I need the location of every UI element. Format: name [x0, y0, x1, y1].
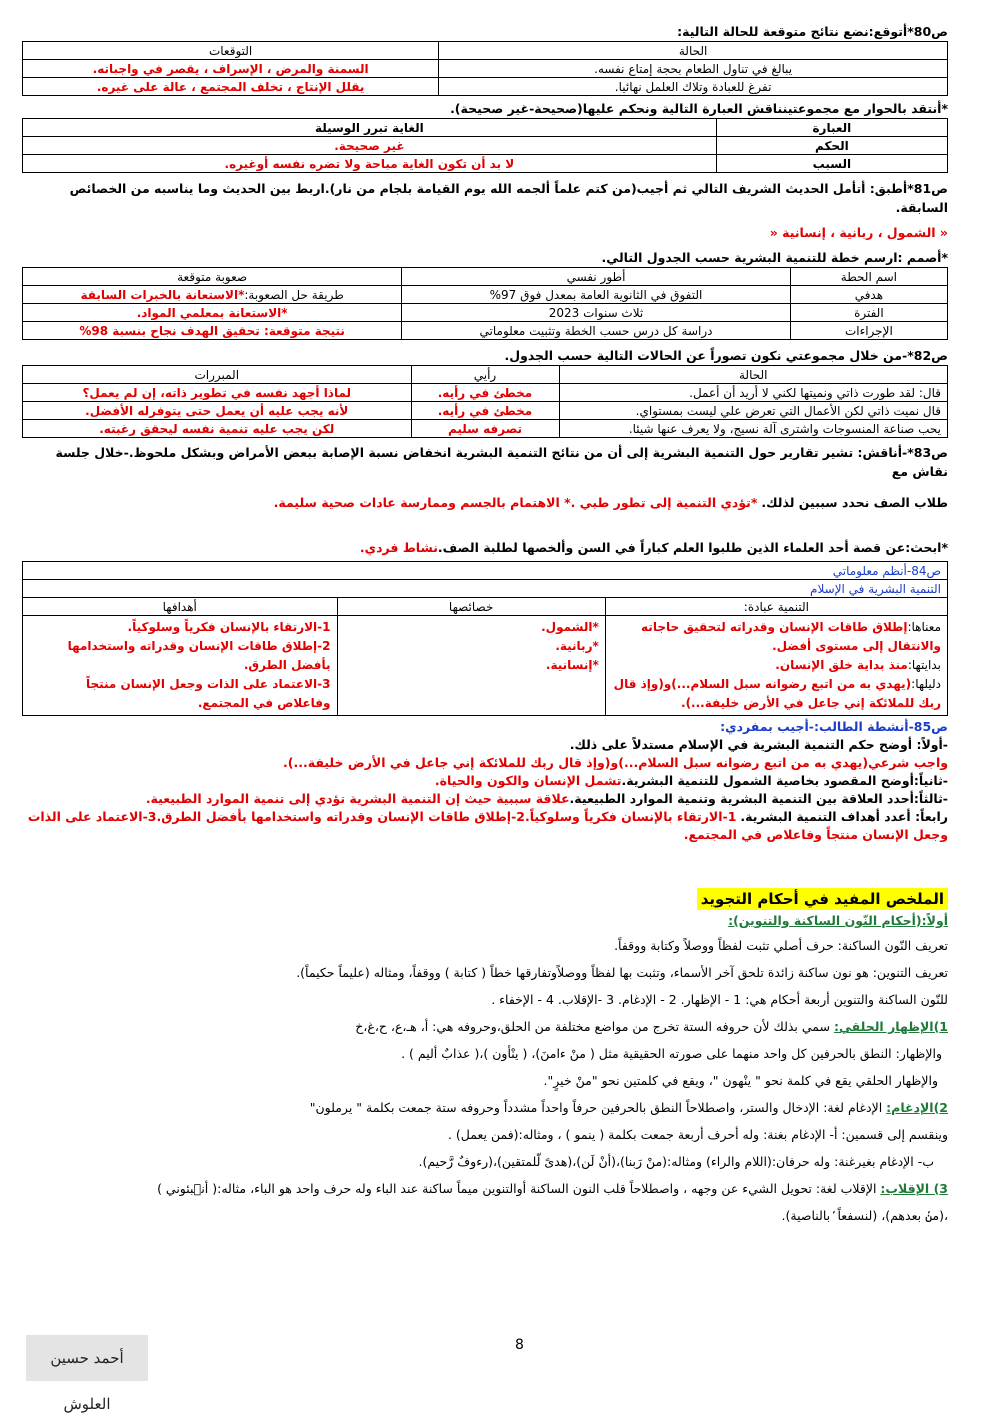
plan-difficulty-answer: *الاستعانة بالخبرات السابقة: [80, 287, 245, 302]
plan-difficulty-answer: نتيجة متوقعة: تحقيق الهدف نجاح بنسبة 98%: [79, 323, 345, 338]
q84-evidence-label: دليلها:: [911, 677, 941, 691]
table-row: [23, 286, 948, 304]
q82-table: [22, 365, 948, 438]
q82-heading: ص82*-من خلال مجموعتي نكون تصوراً عن الحالات التالية حسب الجدول.: [504, 348, 948, 363]
tajweed-paragraph: وينقسم إلى قسمين: أ- الإدغام بغنة: وله أحرف أربعة جمعت بكلمة ( ينمو ) ، ومثاله:(فمن يعمل) .: [447, 1127, 948, 1142]
list-item: *الشمول.: [541, 620, 599, 634]
q84-header: خصائصها: [337, 598, 605, 616]
q82-reason: لأنه يجب عليه أن يعمل حتى يتوفرله الأفضل.: [23, 402, 412, 420]
q85-q2: -ثانياً:أوضح المقصود بخاصية الشمول للتنمية البشرية.: [621, 773, 948, 788]
q85-a3: علاقة سببية حيث إن التنمية البشرية تؤدي إلى تنمية الموارد الطبيعية.: [145, 791, 570, 806]
tajweed-paragraph: تعريف التنوين: هو نون ساكنة زائدة تلحق آخر الأسماء، وتثبت بها لفظاً ووصلاًوتفارقها خطاً ( كتابة ) ووقفاً، ومثاله (عليماً حكيماً).: [296, 965, 948, 980]
q84-evidence-text: (يهدي به من اتبع رضوانه سبل السلام...)و(وإذ قال ربك للملائكة إني جاعل في الأرض خليفة...).: [613, 677, 941, 710]
table-row: [23, 304, 948, 322]
tajweed-paragraph: والإظهار الحلقي يقع في كلمة نحو " ينْهون "، ويقع في كلمتين نحو "منْ خيرٍ".: [543, 1073, 938, 1088]
q85-a2: تشمل الإنسان والكون والحياة.: [434, 773, 622, 788]
plan-difficulty: [23, 286, 402, 304]
q82-header: الحالة: [559, 366, 948, 384]
q83-line2-answer: *تؤدي التنمية إلى تطور طبي .* الاهتمام بالجسم وممارسة عادات صحية سليمة.: [273, 495, 758, 510]
q84-header: أهدافها: [23, 598, 338, 616]
tajweed-paragraph: ب- الإدغام بغيرغنة: وله حرفان:(اللام والراء) ومثاله:(منْ رَبنا)،(أنْ لَن)،(هدىً لّلمتقين)،(رءوفٌ رَّحيم).: [418, 1154, 934, 1169]
q84-worship-cell: [605, 616, 947, 716]
q85-a1: واجب شرعي(يهدي به من اتبع رضوانه سبل السلام...)و(وإذ قال ربك للملائكة إني جاعل في الأرض خليفة...).: [283, 755, 948, 770]
q84-table: [22, 561, 948, 716]
q82-case: قال: لقد طورت ذاتي ونميتها لكني لا أريد أن أعمل.: [559, 384, 948, 402]
q84-goals-cell: [23, 616, 338, 716]
critique-label: العبارة: [716, 119, 947, 137]
q85-q1: -أولاً: أوضح حكم التنمية البشرية في الإسلام مستدلاً على ذلك.: [569, 737, 948, 752]
q84-meaning-text: إطلاق طاقات الإنسان وقدراته لتحقيق حاجاته والانتقال إلى مستوى أفضل.: [641, 620, 941, 653]
q80-case: تفرغ للعبادة وتلاك العلمل نهائيا.: [439, 78, 948, 96]
plan-label: الإجراءات: [790, 322, 947, 340]
plan-value: دراسة كل درس حسب الخطة وتثبيت معلوماتي: [402, 322, 791, 340]
q85-a4: 1-الارتقاء بالإنسان فكرياً وسلوكياً.2-إطلاق طاقات الإنسان وقدراته واستخدامها بأفضل الطرق.3-الاعتماد على الذات وجعل الإنسان منتجاً وفاعلاص في المجتمع.: [27, 809, 948, 842]
q84-meaning-label: معناها:: [907, 620, 941, 634]
idgham-text: الإدغام لغة: الإدخال والستر، واصطلاحاً النطق بالحرفين حرفاً واحداً مشدداً وحروفه ستة جمعت بكلمة " يرملون": [309, 1100, 887, 1115]
q80-heading: ص80*أتوقع:نضع نتائج متوقعة للحالة التالية:: [677, 24, 948, 39]
q84-start-label: بدايتها:: [907, 658, 941, 672]
list-item: 3-الاعتماد على الذات وجعل الإنسان منتجاً وفاعلاص في المجتمع.: [85, 677, 331, 710]
worksheet-page: [22, 22, 948, 1229]
list-item: *ربانية.: [555, 639, 599, 653]
izhar-label: 1)الإظهار الحلقي:: [833, 1019, 948, 1034]
plan-difficulty: [23, 304, 402, 322]
q82-case: يحب صناعة المنسوجات واشترى آلة نسيج، ولا يعرف عنها شيئا.: [559, 420, 948, 438]
q80-expect: السمنة والمرض ، الإسراف ، يقصر في واجباته.: [23, 60, 439, 78]
q84-start: [612, 656, 941, 675]
table-row: [23, 60, 948, 78]
plan-header: صعوبة متوقعة: [23, 268, 402, 286]
research-question: *ابحث:عن قصة أحد العلماء الذين طلبوا العلم كباراً في السن وألخصها لطلبة الصف.: [437, 540, 948, 555]
q85-heading: ص85-أنشطة الطالب:-أجيب بمفردي:: [720, 719, 948, 734]
plan-label: الفترة: [790, 304, 947, 322]
q82-case: قال نميت ذاتي لكن الأعمال التي تعرض علي ليست بمستواي.: [559, 402, 948, 420]
izhar-text: سمي بذلك لأن حروفه الستة تخرج من مواضع مختلفة من الحلق،وحروفه هي: أ، هـ،ع، ح،غ،خ: [355, 1019, 834, 1034]
plan-label: هدفي: [790, 286, 947, 304]
plan-difficulty-label: طريقة حل الصعوبة:: [244, 287, 344, 302]
q83-line1: ص83*-أناقش: تشير تقارير حول التنمية البشرية إلى أن من نتائج التنمية البشرية انخفاض نسبة الإصابة ببعض الأمراض وبشكل ملحوظ.-خلال جلسة نقاش مع: [55, 445, 948, 479]
table-row: [23, 384, 948, 402]
table-row: [23, 137, 948, 155]
tajweed-paragraph: ،(منۢ بعدهم)، (لنسفعاً ۢبالناصية).: [781, 1208, 948, 1223]
q80-header-case: الحالة: [439, 42, 948, 60]
table-row: [23, 78, 948, 96]
critique-value: لا بد أن تكون الغاية مباحة ولا تضره نفسه أوغيره.: [23, 155, 717, 173]
tajweed-title: الملخص المفيد في أحكام التجويد: [697, 888, 948, 910]
q85-section: [22, 718, 948, 844]
research-line: [22, 538, 948, 557]
q80-expect: يقلل الإنتاج ، تخلف المجتمع ، عالة على غيره.: [23, 78, 439, 96]
critique-table: [22, 118, 948, 173]
table-row: [23, 322, 948, 340]
critique-heading: *أنتقد بالحوار مع مجموعتينناقش العبارة التالية ونحكم عليها(صحيحة-غير صحيحة).: [450, 101, 948, 116]
tajweed-section-title: أولاً:(أحكام النّون الساكنة والتنوين):: [728, 913, 948, 928]
plan-value: ثلاث سنوات 2023: [402, 304, 791, 322]
q84-evidence: [612, 675, 941, 713]
q81-answer: « الشمول ، ربانية ، إنسانية «: [769, 225, 948, 240]
plan-table: [22, 267, 948, 340]
tajweed-paragraph: تعريف النّون الساكنة: حرف أصلي تثبت لفظاً ووصلاً وكتابة ووقفاً.: [614, 938, 948, 953]
tajweed-paragraph: [22, 1013, 948, 1040]
table-row: [23, 155, 948, 173]
iqlab-label: 3) الإقلاب:: [880, 1181, 948, 1196]
table-row: [23, 119, 948, 137]
q85-q3-line: [22, 790, 948, 808]
research-answer: نشاط فردي.: [359, 540, 438, 555]
idgham-label: 2)الإدغام:: [886, 1100, 948, 1115]
q83-line2: [22, 493, 948, 512]
list-item: 1-الارتقاء بالإنسان فكرياً وسلوكياً.: [127, 620, 331, 634]
q84-start-text: منذ بداية خلق الإنسان.: [775, 658, 908, 672]
table-row: [23, 420, 948, 438]
q84-header: التنمية عبادة:: [605, 598, 947, 616]
author-signature: أحمد حسين العلوش: [26, 1335, 148, 1381]
tajweed-section: [22, 888, 948, 1229]
critique-label: الحكم: [716, 137, 947, 155]
tajweed-paragraph: للنّون الساكنة والتنوين أربعة أحكام هي: 1 - الإظهار. 2 - الإدغام. 3 -الإقلاب. 4 - الإخفاء .: [491, 992, 948, 1007]
tajweed-paragraph: [22, 1175, 948, 1202]
q82-opinion: مخطئ في رأيه.: [411, 402, 559, 420]
q84-subtitle: التنمية البشرية في الإسلام: [23, 580, 948, 598]
iqlab-text: الإقلاب لغة: تحويل الشيء عن وجهه ، واصطلاحاً قلب النون الساكنة أوالتنوين ميماً ساكنة عند الباء وله حرف واحد هو الباء، مثاله:( أنۢبئوني ): [157, 1181, 881, 1196]
q84-features-cell: [337, 616, 605, 716]
q85-q4: رابعاً: أعدد أهداف التنمية البشرية.: [740, 809, 948, 824]
q82-opinion: تصرفه سليم: [411, 420, 559, 438]
critique-value: الغاية تبرر الوسيلة: [23, 119, 717, 137]
plan-header: اسم الحطة: [790, 268, 947, 286]
plan-header: أطور نفسي: [402, 268, 791, 286]
q80-header-expect: التوقعات: [23, 42, 439, 60]
plan-difficulty-answer: *الاستعانة بمعلمي المواد.: [136, 305, 288, 320]
q85-q3: -ثالثاً:أحدد العلاقة بين التنمية البشرية وتنمية الموارد الطبيعية.: [569, 791, 948, 806]
q82-header: المبررات: [23, 366, 412, 384]
q80-table: [22, 41, 948, 96]
q82-header: رأيي: [411, 366, 559, 384]
critique-value: غير صحيحة.: [23, 137, 717, 155]
table-row: [23, 402, 948, 420]
q84-meaning: [612, 618, 941, 656]
q82-reason: لماذا أجهد نفسه في تطوير ذاته، إن لم يعمل؟: [23, 384, 412, 402]
plan-heading: *أصمم :ارسم خطة للتنمية البشرية حسب الجدول التالي.: [601, 250, 948, 265]
q85-q2-line: [22, 772, 948, 790]
critique-label: السبب: [716, 155, 947, 173]
page-number: 8: [515, 1337, 524, 1353]
q84-title: ص84-أنظم معلوماتي: [23, 562, 948, 580]
q85-q4-line: [22, 808, 948, 844]
list-item: 2-إطلاق طاقات الإنسان وقدراته واستخدامها بأفضل الطرق.: [67, 639, 331, 672]
tajweed-paragraph: والإظهار: النطق بالحرفين كل واحد منهما على صورته الحقيقية مثل ( منْ ءامنَ)، ( ينْأون )،( عذابٌ أليم ) .: [401, 1046, 942, 1061]
tajweed-paragraph: [22, 1094, 948, 1121]
q83-line2-question: طلاب الصف نحدد سببين لذلك.: [761, 495, 948, 510]
table-row: [23, 616, 948, 716]
plan-difficulty: [23, 322, 402, 340]
plan-value: التفوق في الثانوية العامة بمعدل فوق 97%: [402, 286, 791, 304]
q82-reason: لكن يجب عليه تنمية نفسه ليحقق رغبته.: [23, 420, 412, 438]
q81-text: ص81*أطبق: أتأمل الحديث الشريف التالي ثم أجيب(من كتم علماً ألجمه الله يوم القيامة بلجام من نار).اربط بين الحديث وما يناسبه من الخصائص السابقة.: [69, 181, 948, 215]
q80-case: يبالغ في تناول الطعام بحجة إمتاع نفسه.: [439, 60, 948, 78]
q82-opinion: مخطئ في رأيه.: [411, 384, 559, 402]
list-item: *إنسانية.: [545, 658, 599, 672]
